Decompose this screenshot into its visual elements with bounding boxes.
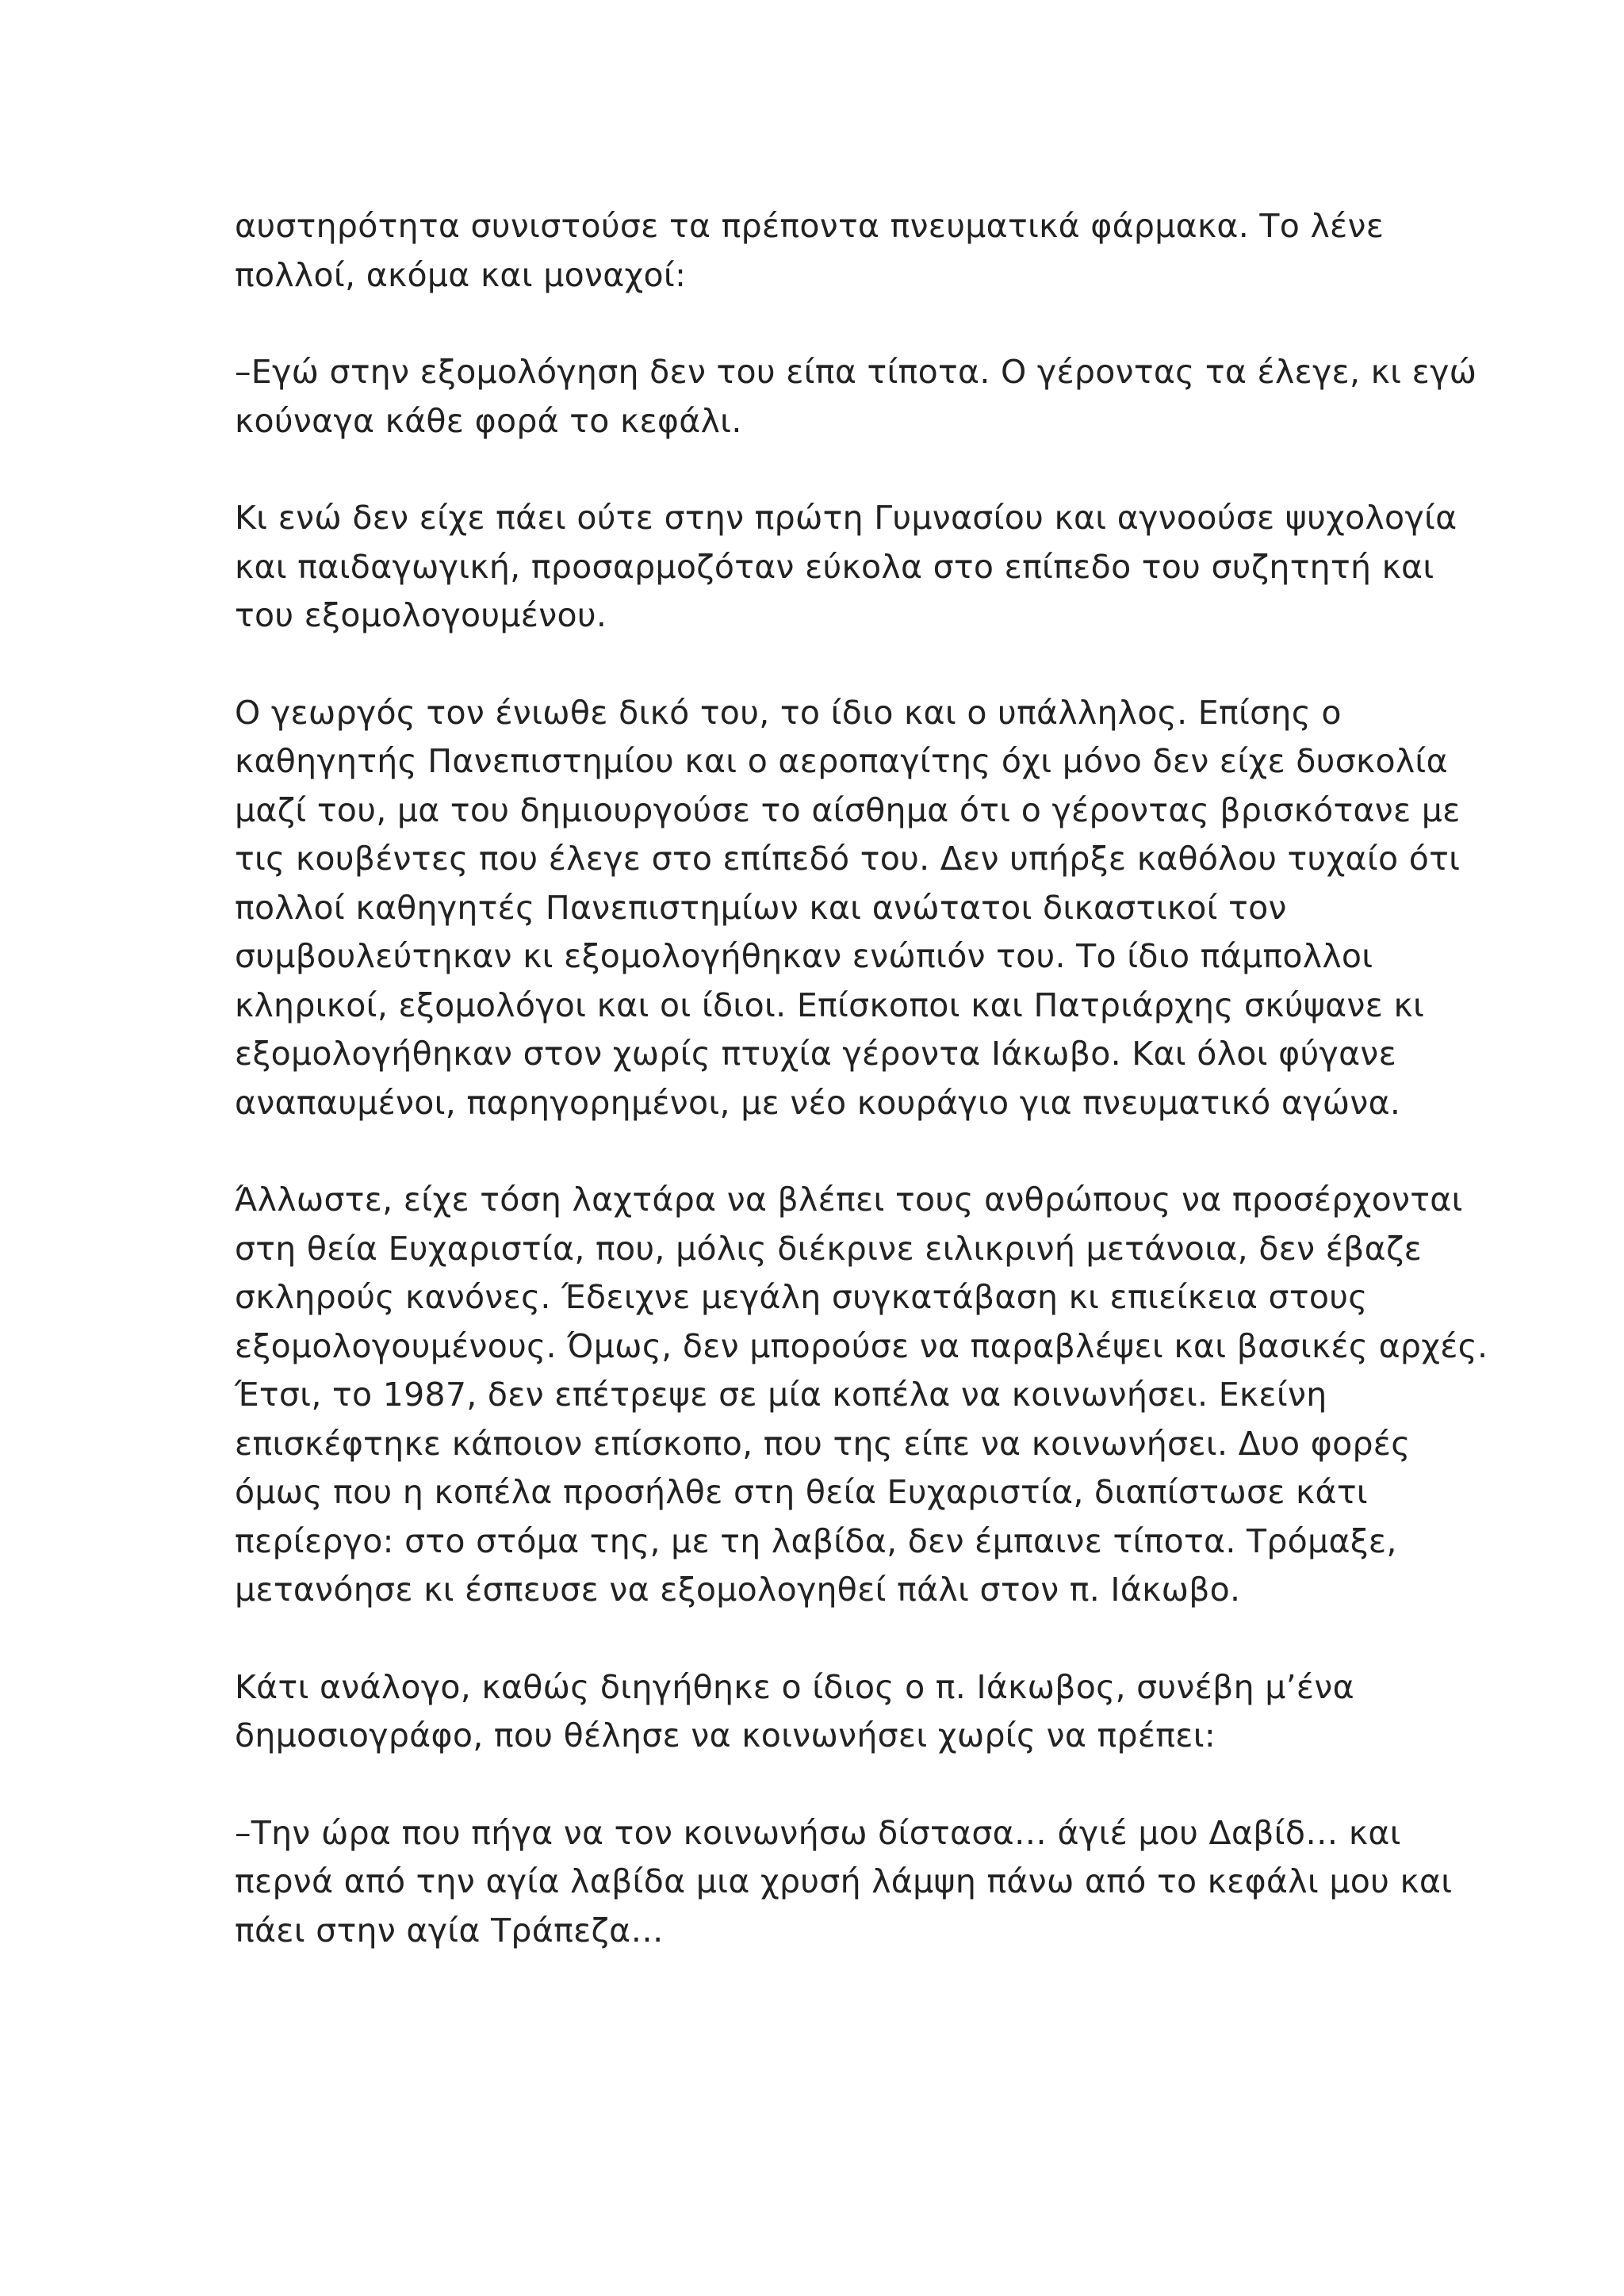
paragraph: Κάτι ανάλογο, καθώς διηγήθηκε ο ίδιος ο π. Ιάκωβος, συνέβη μ’ένα δημοσιογράφο, που θέλησε να κοινωνήσει χωρίς να πρέπει:	[235, 1667, 1354, 1755]
document-body	[235, 202, 1503, 1955]
paragraph: –Εγώ στην εξομολόγηση δεν του είπα τίποτα. Ο γέροντας τα έλεγε, κι εγώ κούναγα κάθε φορά το κεφάλι.	[235, 353, 1477, 440]
paragraph: Κι ενώ δεν είχε πάει ούτε στην πρώτη Γυμνασίου και αγνοούσε ψυχολογία και παιδαγωγική, προσαρμοζόταν εύκολα στο επίπεδο του συζητητή και του εξομολογουμένου.	[235, 499, 1457, 634]
paragraph: αυστηρότητα συνιστούσε τα πρέποντα πνευματικά φάρμακα. Το λένε πολλοί, ακόμα και μοναχοί:	[235, 207, 1385, 294]
paragraph: Άλλωστε, είχε τόση λαχτάρα να βλέπει τους ανθρώπους να προσέρχονται στη θεία Ευχαριστία, που, μόλις διέκρινε ειλικρινή μετάνοια, δεν έβαζε σκληρούς κανόνες. Έδειχνε μεγάλη συγκατάβαση κι επιείκεια στους εξομολογουμένους. Όμως, δεν μπορούσε να παραβλέψει και βασικές αρχές. Έτσι, το 1987, δεν επέτρεψε σε μία κοπέλα να κοινωνήσει. Εκείνη επισκέφτηκε κάποιον επίσκοπο, που της είπε να κοινωνήσει. Δυο φορές όμως που η κοπέλα προσήλθε στη θεία Ευχαριστία, διαπίστωσε κάτι περίεργο: στο στόμα της, με τη λαβίδα, δεν έμπαινε τίποτα. Τρόμαξε, μετανόησε κι έσπευσε να εξομολογηθεί πάλι στον π. Ιάκωβο.	[235, 1181, 1488, 1609]
paragraph: Ο γεωργός τον ένιωθε δικό του, το ίδιο και ο υπάλληλος. Επίσης ο καθηγητής Πανεπιστημίου και ο αεροπαγίτης όχι μόνο δεν είχε δυσκολία μαζί του, μα του δημιουργούσε το αίσθημα ότι ο γέροντας βρισκότανε με τις κουβέντες που έλεγε στο επίπεδό του. Δεν υπήρξε καθόλου τυχαίο ότι πολλοί καθηγητές Πανεπιστημίων και ανώτατοι δικαστικοί τον συμβουλεύτηκαν κι εξομολογήθηκαν ενώπιόν του. Το ίδιο πάμπολλοι κληρικοί, εξομολόγοι και οι ίδιοι. Επίσκοποι και Πατριάρχης σκύψανε κι εξομολογήθηκαν στον χωρίς πτυχία γέροντα Ιάκωβο. Και όλοι φύγανε αναπαυμένοι, παρηγορημένοι, με νέο κουράγιο για πνευματικό αγώνα.	[235, 693, 1461, 1122]
paragraph: –Την ώρα που πήγα να τον κοινωνήσω δίστασα… άγιέ μου Δαβίδ… και περνά από την αγία λαβίδα μια χρυσή λάμψη πάνω από το κεφάλι μου και πάει στην αγία Τράπεζα…	[235, 1813, 1453, 1950]
